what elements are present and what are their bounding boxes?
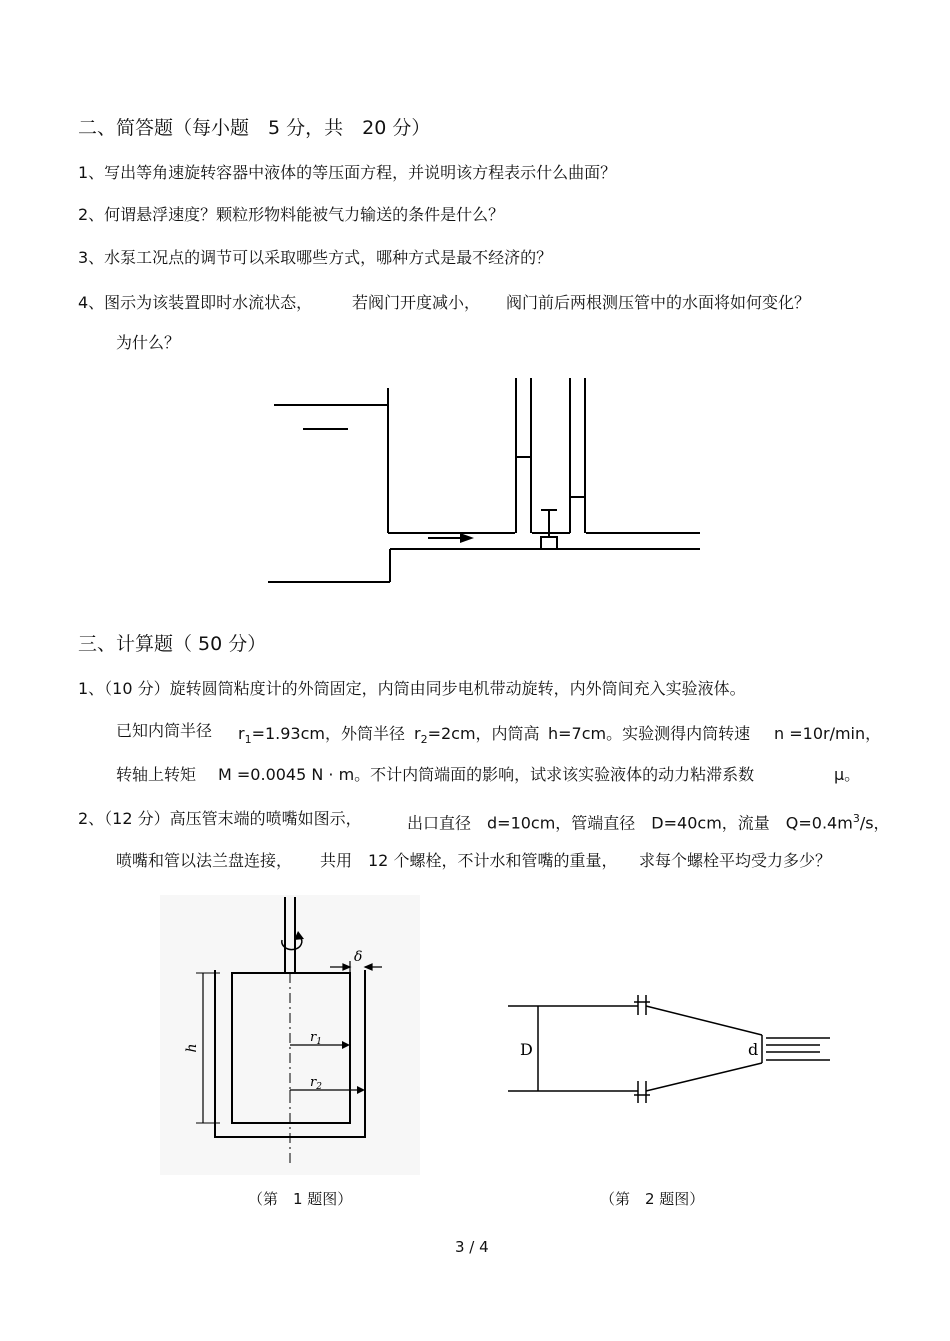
label-delta: δ bbox=[354, 949, 363, 965]
question-1: 1、写出等角速旋转容器中液体的等压面方程，并说明该方程表示什么曲面？ bbox=[78, 163, 617, 182]
label-d: d bbox=[748, 1040, 759, 1059]
viscometer-figure bbox=[160, 895, 420, 1175]
figure-1-caption: （第 1 题图） bbox=[248, 1190, 353, 1208]
problem-1-torque-label: 转轴上转矩 bbox=[116, 765, 197, 784]
problem-1-r1: $r_1=1.93cm$，外筒半径 bbox=[238, 724, 405, 747]
label-h: h bbox=[184, 1043, 200, 1053]
problem-1-r2: $r_2=2cm$，内筒高 bbox=[414, 724, 540, 747]
label-r1: $r_1$ bbox=[310, 1030, 322, 1047]
pipe-valve-figure bbox=[260, 372, 710, 592]
problem-1-speed: n =10r/min， bbox=[774, 724, 882, 743]
question-4-part1: 4、图示为该装置即时水流状态， bbox=[78, 293, 313, 312]
question-4-part2: 若阀门开度减小， bbox=[352, 293, 481, 312]
question-4-line2: 为什么？ bbox=[116, 333, 181, 352]
nozzle-figure bbox=[500, 985, 840, 1125]
problem-1-torque: M =0.0045 N · m。不计内筒端面的影响，试求该实验液体的动力粘滞系数 bbox=[218, 765, 755, 784]
label-D: D bbox=[520, 1040, 533, 1059]
flow-arrow-head bbox=[460, 533, 474, 543]
section2-title: 二、简答题（每小题 5 分，共 20 分） bbox=[78, 117, 431, 139]
figure-2-caption: （第 2 题图） bbox=[600, 1190, 705, 1208]
question-2: 2、何谓悬浮速度？颗粒形物料能被气力输送的条件是什么？ bbox=[78, 205, 505, 224]
problem-1-given-label: 已知内筒半径 bbox=[116, 721, 213, 740]
nozzle-upper-wall bbox=[646, 1006, 762, 1035]
label-r2: $r_2$ bbox=[310, 1075, 322, 1092]
page-number: 3 / 4 bbox=[455, 1238, 489, 1256]
nozzle-lower-wall bbox=[646, 1063, 762, 1091]
valve-body bbox=[541, 537, 557, 549]
problem-2-line1-a: 2、（12 分）高压管末端的喷嘴如图示， bbox=[78, 809, 362, 828]
problem-2-line2-b: 共用 12 个螺栓，不计水和管嘴的重量， bbox=[320, 851, 618, 870]
question-4-part3: 阀门前后两根测压管中的水面将如何变化？ bbox=[506, 293, 811, 312]
problem-2-line2-a: 喷嘴和管以法兰盘连接， bbox=[116, 851, 293, 870]
question-3: 3、水泵工况点的调节可以采取哪些方式，哪种方式是最不经济的？ bbox=[78, 248, 553, 267]
problem-2-line1-b: 出口直径 d=10cm，管端直径 D=40cm，流量 $Q=0.4m^3/s$， bbox=[407, 812, 890, 833]
problem-2-line2-c: 求每个螺栓平均受力多少？ bbox=[639, 851, 832, 870]
section3-title: 三、计算题（ 50 分） bbox=[78, 633, 267, 655]
problem-1-height: h=7cm。实验测得内筒转速 bbox=[548, 724, 751, 743]
problem-1-line1: 1、（10 分）旋转圆筒粘度计的外筒固定，内筒由同步电机带动旋转，内外筒间充入实验液体。 bbox=[78, 679, 746, 698]
problem-1-mu: μ。 bbox=[834, 765, 861, 784]
